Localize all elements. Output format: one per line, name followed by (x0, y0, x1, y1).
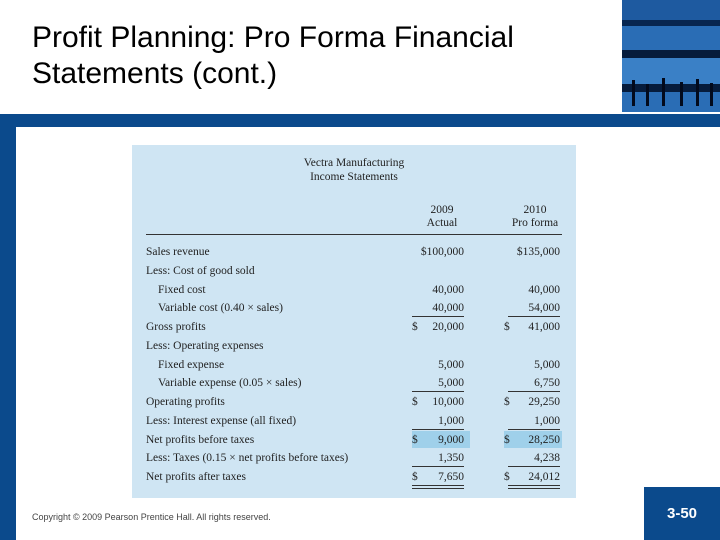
cell-value: 5,000 (438, 358, 464, 371)
cell-value: 5,000 (438, 377, 464, 390)
cell-value: 20,000 (432, 321, 464, 333)
col2-year: 2010 (523, 204, 547, 216)
cell-value: 28,250 (528, 433, 560, 446)
dollar-sign: $ (504, 433, 510, 446)
slide-title: Profit Planning: Pro Forma Financial Statements (cont.) (32, 21, 514, 90)
sum-rule (508, 391, 560, 392)
cell-value: 6,750 (534, 377, 560, 390)
cell-value: $135,000 (516, 246, 560, 258)
dollar-sign: $ (412, 433, 418, 446)
cell-value: 24,012 (528, 471, 560, 483)
dollar-sign: $ (504, 396, 510, 408)
col1-year: 2009 (430, 204, 454, 216)
dollar-sign: $ (504, 471, 510, 483)
header-bar (0, 114, 720, 127)
row-label: Variable expense (0.05 × sales) (158, 377, 302, 390)
cell-value: 41,000 (528, 321, 560, 333)
col1-label: Actual (426, 217, 458, 229)
sum-rule (412, 391, 464, 392)
header-rule (146, 234, 562, 235)
company-name: Vectra Manufacturing (303, 157, 405, 169)
row-label: Net profits after taxes (146, 471, 246, 483)
cell-value: 1,350 (438, 452, 464, 465)
sum-rule (508, 316, 560, 317)
cell-value: 40,000 (528, 283, 560, 296)
left-bar (0, 114, 16, 540)
cell-value: 7,650 (438, 471, 464, 483)
cell-value: 54,000 (528, 302, 560, 315)
dollar-sign: $ (504, 321, 510, 333)
row-label: Operating profits (146, 396, 225, 408)
dollar-sign: $ (412, 471, 418, 483)
col2-label: Pro forma (511, 217, 559, 229)
income-statement-table (132, 145, 576, 498)
row-label: Sales revenue (146, 246, 210, 258)
sum-rule (508, 466, 560, 467)
copyright-notice: Copyright © 2009 Pearson Prentice Hall. All rights reserved. (32, 512, 271, 522)
sum-rule (412, 466, 464, 467)
cell-value: 29,250 (528, 396, 560, 408)
sum-rule (508, 488, 560, 489)
slide-number: 3-50 (644, 487, 720, 540)
cell-value: $100,000 (420, 246, 464, 258)
row-label: Variable cost (0.40 × sales) (158, 302, 283, 315)
row-label: Fixed cost (158, 283, 206, 296)
cell-value: 10,000 (432, 396, 464, 408)
sum-rule (508, 485, 560, 486)
cell-value: 40,000 (432, 283, 464, 296)
sum-rule (412, 485, 464, 486)
row-label: Less: Cost of good sold (146, 264, 255, 277)
cell-value: 1,000 (534, 414, 560, 427)
cell-value: 1,000 (438, 414, 464, 427)
cell-value: 9,000 (438, 433, 464, 446)
row-label: Less: Taxes (0.15 × net profits before taxes) (146, 452, 349, 465)
cell-value: 4,238 (534, 452, 560, 465)
sum-rule (412, 488, 464, 489)
row-label: Fixed expense (158, 358, 225, 371)
row-label: Gross profits (146, 321, 206, 333)
cell-value: 5,000 (534, 358, 560, 371)
sum-rule (412, 316, 464, 317)
dollar-sign: $ (412, 321, 418, 333)
dollar-sign: $ (412, 396, 418, 408)
row-label: Less: Operating expenses (146, 339, 264, 352)
cell-value: 40,000 (432, 302, 464, 315)
header-photo (622, 0, 720, 112)
statement-title: Income Statements (310, 171, 398, 183)
row-label: Less: Interest expense (all fixed) (146, 414, 297, 427)
row-label: Net profits before taxes (146, 433, 255, 446)
